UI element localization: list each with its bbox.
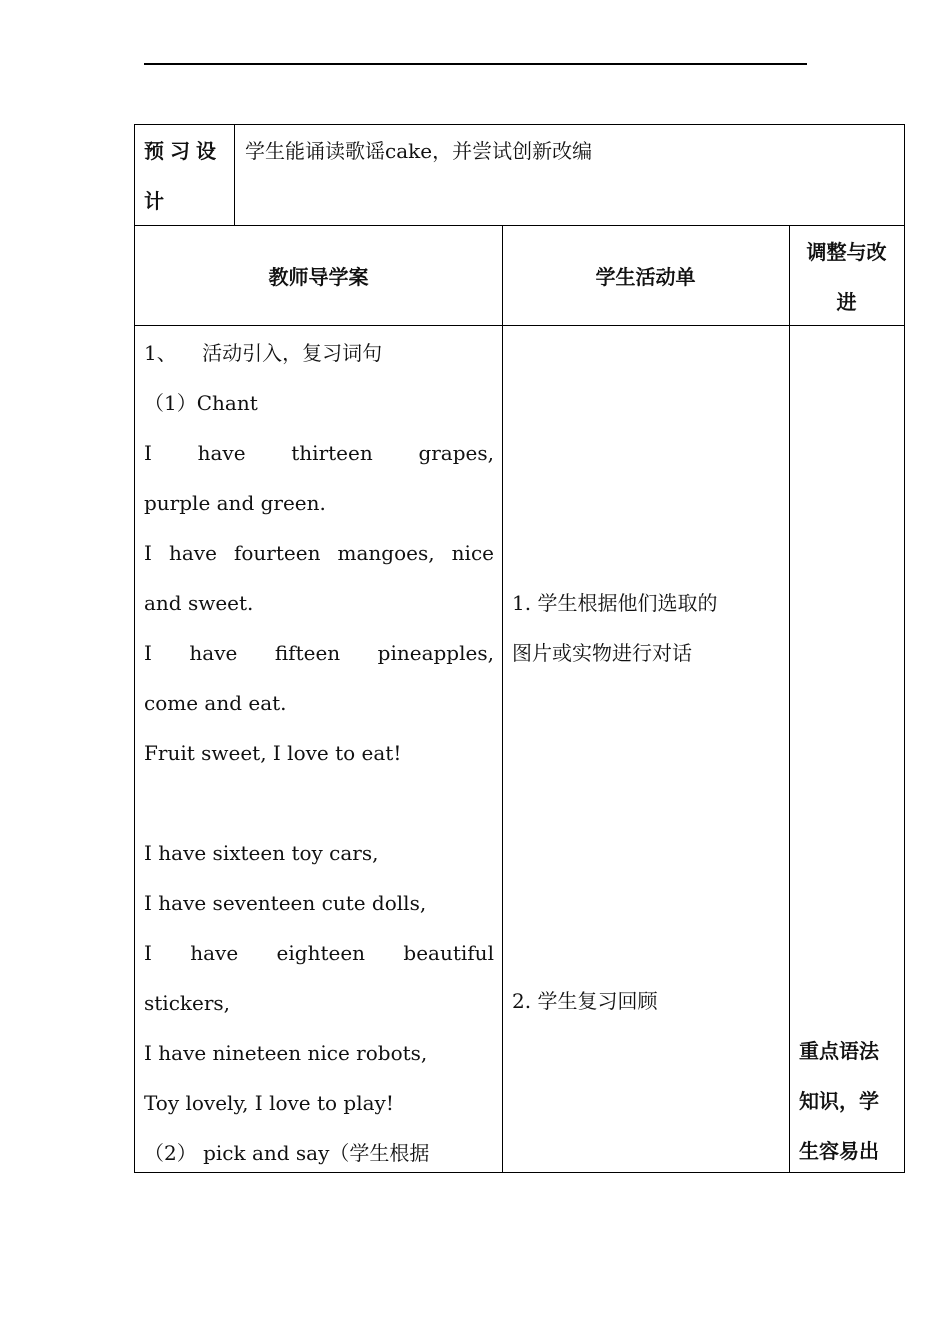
word: mangoes, [337,541,435,565]
teacher-line: I have seventeen cute dolls, [144,891,427,915]
teacher-line-justified [144,528,494,578]
teacher-guide-content [135,326,502,1172]
teacher-line: stickers, [144,991,231,1015]
adjust-header-line1: 调整与改 [806,240,887,264]
word: have [189,641,238,665]
adjust-note-line-1: 重点语法 [799,1039,879,1063]
adjust-header [789,226,904,325]
word: nice [451,541,494,565]
teacher-line: 1、 活动引入，复习词句 [144,341,383,365]
teacher-line: Fruit sweet, I love to eat! [144,741,402,765]
teacher-line: （2） pick and say（学生根据 [144,1141,430,1165]
word: pineapples, [377,641,494,665]
teacher-line: （1）Chant [144,391,258,415]
adjust-note-line-3: 生容易出 [799,1139,879,1163]
header-row [135,226,904,326]
preview-label: 预习设计 [144,139,222,213]
teacher-line: I have nineteen nice robots, [144,1041,428,1065]
word: I [144,441,152,465]
word: eighteen [276,941,366,965]
student-item-1-line-2: 图片或实物进行对话 [512,641,692,665]
teacher-line-justified [144,428,494,478]
word: I [144,941,152,965]
word: fourteen [233,541,321,565]
word: grapes, [418,441,494,465]
lesson-plan-table [134,124,905,1173]
teacher-line-blank [144,778,494,828]
header-rule [144,63,807,65]
word: have [197,441,246,465]
word: have [168,541,217,565]
teacher-line: Toy lovely, I love to play! [144,1091,394,1115]
word: thirteen [291,441,373,465]
teacher-line-justified [144,928,494,978]
student-item-2: 2. 学生复习回顾 [512,989,658,1013]
student-activity-header [502,226,789,325]
preview-text: 学生能诵读歌谣cake，并尝试创新改编 [245,139,593,163]
teacher-line: come and eat. [144,691,287,715]
preview-row [135,125,904,226]
student-activity-header-text: 学生活动单 [595,265,696,289]
word: I [144,541,152,565]
word: I [144,641,152,665]
teacher-line: I have sixteen toy cars, [144,841,379,865]
teacher-guide-header-text: 教师导学案 [268,265,369,289]
teacher-line: and sweet. [144,591,254,615]
student-item-1-line-1: 1. 学生根据他们选取的 [512,591,718,615]
adjust-content [789,326,904,1172]
content-row [135,326,904,1172]
word: have [190,941,239,965]
student-activity-content [502,326,789,1172]
adjust-header-line2: 进 [836,290,857,314]
word: beautiful [403,941,494,965]
teacher-line-justified [144,628,494,678]
adjust-note-line-2: 知识，学 [799,1089,879,1113]
word: fifteen [274,641,341,665]
teacher-line: purple and green. [144,491,326,515]
teacher-guide-header [135,226,502,325]
